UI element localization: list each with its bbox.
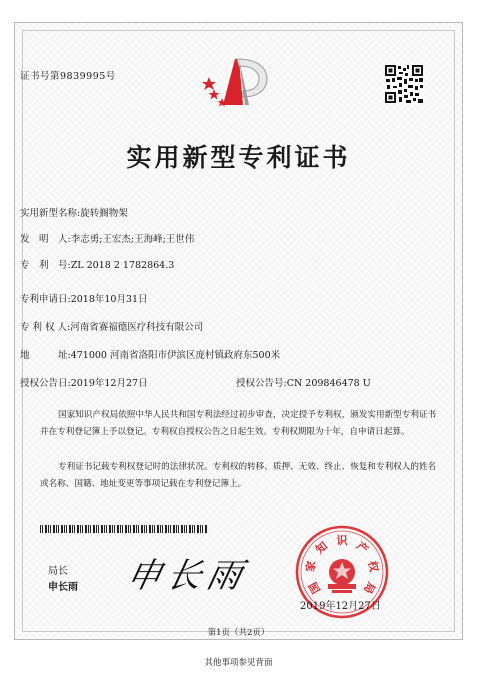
field-label: 实用新型名称: (20, 208, 81, 219)
field-patentee (20, 319, 203, 333)
field-label: 专利申请日: (20, 294, 71, 305)
field-label: 发 明 人: (20, 234, 71, 245)
paragraph-grant-statement: 国家知识产权局依照中华人民共和国专利法经过初步审查，决定授予专利权，颁发实用新型专利证书并在专利登记簿上予以登记。专利权自授权公告之日起生效。专利权期限为十年，自申请日起算。 (40, 410, 437, 437)
paragraph-legal-status: 专利证书记载专利权登记时的法律状况。专利权的转移、质押、无效、终止、恢复和专利权人的姓名或名称、国籍、地址变更等事项记载在专利登记簿上。 (40, 462, 437, 489)
director-signature: 申长雨 (123, 556, 252, 596)
director-title: 局长 (48, 566, 68, 577)
field-value: 2019年12月27日 (70, 378, 148, 389)
field-label: 专 利 权 人: (20, 322, 71, 333)
field-label: 专 利 号: (20, 260, 71, 271)
field-inventor (20, 231, 194, 245)
field-grant-number (236, 375, 371, 389)
field-address (20, 347, 280, 361)
field-value: 471000 河南省洛阳市伊滨区庞村镇政府东500米 (70, 350, 281, 361)
field-utility-model-name (20, 205, 128, 219)
field-value: CN 209846478 U (286, 378, 371, 389)
field-value: ZL 2018 2 1782864.3 (70, 260, 175, 271)
seal-char: 家 (303, 559, 319, 574)
field-value: 李志勇;王宏杰;王海峰;王世伟 (70, 234, 195, 245)
seal-char: 国 (306, 579, 324, 596)
seal-char: 权 (365, 559, 381, 574)
qr-code-icon (384, 64, 424, 104)
seal-date: 2019年12月27日 (300, 601, 381, 612)
field-value: 河南省赛福德医疗科技有限公司 (70, 322, 204, 333)
field-label: 授权公告日: (20, 378, 71, 389)
footer-note: 其他事项参见背面 (204, 658, 273, 668)
page-title: 实用新型专利证书 (126, 143, 351, 172)
page-indicator: 第1页（共2页） (207, 628, 270, 638)
seal-char: 局 (360, 579, 378, 596)
field-value: 2018年10月31日 (70, 294, 148, 305)
field-label: 授权公告号: (236, 378, 287, 389)
field-label: 地 址: (20, 350, 71, 361)
barcode-icon (40, 525, 208, 533)
seal-char: 知 (313, 539, 331, 557)
certificate-number: 证书号第9839995号 (20, 71, 116, 82)
field-value: 旋转搁物架 (80, 208, 128, 219)
seal-char: 识 (336, 534, 348, 547)
field-patent-number (20, 257, 174, 271)
director-name: 申长雨 (48, 582, 78, 593)
seal-char: 产 (353, 539, 371, 557)
field-filing-date (20, 291, 148, 305)
field-grant-date (20, 375, 148, 389)
patent-logo-icon (201, 55, 271, 113)
